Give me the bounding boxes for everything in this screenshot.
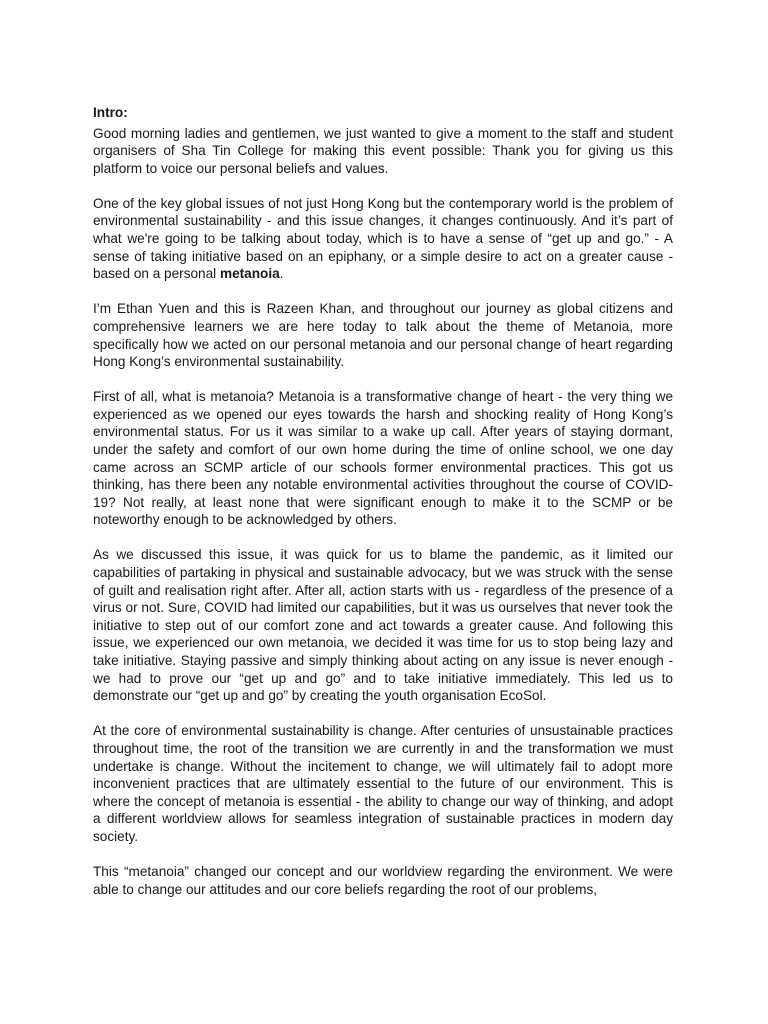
paragraph-what-is-metanoia: First of all, what is metanoia? Metanoia is a transformative change of heart - the very thing we experienced as we opened our eyes towards the harsh and shocking reality of Hong Kong’s environmental status. For us it was similar to a wake up call. After years of staying dormant, under the safety and comfort of our own home during the time of online school, we one day came across an SCMP article of our schools former environmental practices. This got us thinking, has there been any notable environmental activities throughout the course of COVID-19? Not really, at least none that were significant enough to make it to the SCMP or be noteworthy enough to be acknowledged by others. <box>93 389 673 528</box>
paragraph-global-issues-text: One of the key global issues of not just Hong Kong but the contemporary world is the problem of environmental sustainability - and this issue changes, it changes continuously. And it’s part of what we're going to be talking about today, which is to have a sense of “get up and go.” - A sense of taking initiative based on an epiphany, or a simple desire to act on a greater cause - based on a personal <box>93 195 673 282</box>
paragraph-introductions: I’m Ethan Yuen and this is Razeen Khan, and throughout our journey as global citizens and comprehensive learners we are here today to talk about the theme of Metanoia, more specifically how we acted on our personal metanoia and our personal change of heart regarding Hong Kong’s environmental sustainability. <box>93 301 673 370</box>
paragraph-global-issues-end: . <box>279 266 284 282</box>
bold-term-metanoia: metanoia <box>219 266 280 282</box>
section-heading: Intro: <box>93 105 128 120</box>
paragraph-greeting: Good morning ladies and gentlemen, we just wanted to give a moment to the staff and student organisers of Sha Tin College for making this event possible: Thank you for giving us this platform to voice our personal beliefs and values. <box>93 125 673 176</box>
paragraph-global-issues <box>93 195 673 283</box>
document-body <box>93 104 673 916</box>
paragraph-core-change: At the core of environmental sustainability is change. After centuries of unsustainable practices throughout time, the root of the transition we are currently in and the transformation we must undertake is change. Without the incitement to change, we will ultimately fail to adopt more inconvenient practices that are ultimately essential to the future of our environment. This is where the concept of metanoia is essential - the ability to change our way of thinking, and adopt a different worldview allows for seamless integration of sustainable practices in modern day society. <box>93 723 673 844</box>
paragraph-worldview: This “metanoia” changed our concept and our worldview regarding the environment. We were able to change our attitudes and our core beliefs regarding the root of our problems, <box>93 863 673 897</box>
paragraph-pandemic-reflection: As we discussed this issue, it was quick for us to blame the pandemic, as it limited our capabilities of partaking in physical and sustainable advocacy, but we was struck with the sense of guilt and realisation right after. After all, action starts with us - regardless of the presence of a virus or not. Sure, COVID had limited our capabilities, but it was us ourselves that never took the initiative to step out of our comfort zone and act towards a greater cause. And following this issue, we experienced our own metanoia, we decided it was time for us to stop being lazy and take initiative. Staying passive and simply thinking about acting on any issue is never enough - we had to prove our “get up and go” and to take initiative immediately. This led us to demonstrate our “get up and go” by creating the youth organisation EcoSol. <box>93 547 673 704</box>
